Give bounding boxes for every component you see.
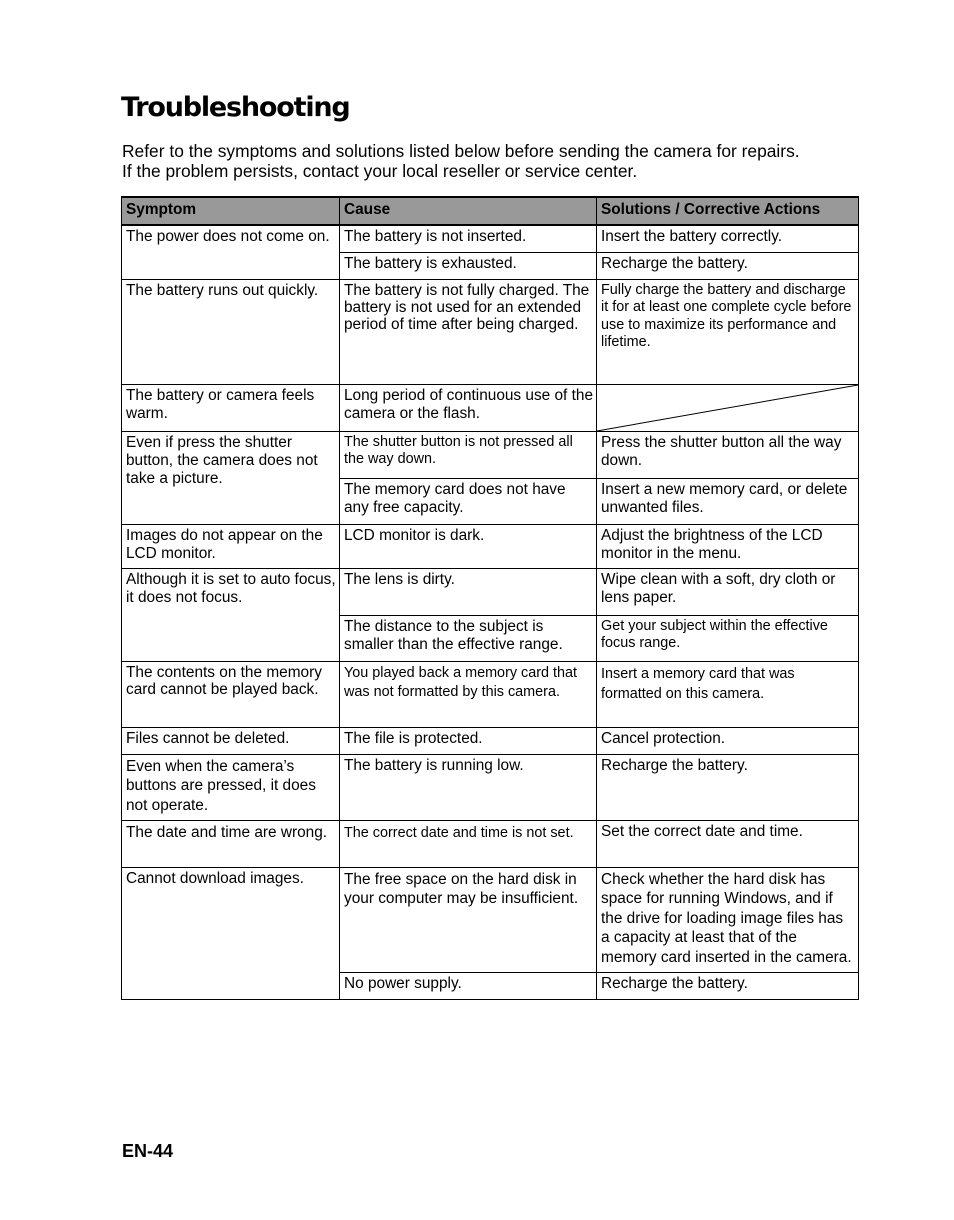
- symptom-cell: Although it is set to auto focus, it does not focus.: [122, 568, 340, 661]
- table-row: [122, 820, 859, 867]
- cause-cell: Long period of continuous use of the camera or the flash.: [340, 384, 597, 431]
- symptom-cell: Files cannot be deleted.: [122, 727, 340, 754]
- table-row: [122, 431, 859, 478]
- solution-cell: Fully charge the battery and discharge it for at least one complete cycle before use to maximize its performance and lifetime.: [597, 279, 859, 384]
- solution-cell: Insert the battery correctly.: [597, 225, 859, 252]
- solution-cell: Adjust the brightness of the LCD monitor in the menu.: [597, 524, 859, 568]
- symptom-cell: The contents on the memory card cannot be played back.: [122, 661, 340, 727]
- header-symptom: Symptom: [122, 197, 340, 225]
- cause-cell: The shutter button is not pressed all the way down.: [340, 431, 597, 478]
- troubleshooting-table: [121, 196, 859, 1000]
- symptom-cell: Even when the camera’s buttons are pressed, it does not operate.: [122, 754, 340, 820]
- solution-cell: Insert a new memory card, or delete unwanted files.: [597, 478, 859, 524]
- solution-cell: Recharge the battery.: [597, 754, 859, 820]
- table-row: [122, 727, 859, 754]
- cause-cell: The memory card does not have any free capacity.: [340, 478, 597, 524]
- cause-cell: The lens is dirty.: [340, 568, 597, 615]
- solution-cell: Set the correct date and time.: [597, 820, 859, 867]
- page-title: Troubleshooting: [121, 92, 350, 123]
- cause-cell: No power supply.: [340, 972, 597, 999]
- header-cause: Cause: [340, 197, 597, 225]
- page-number: EN-44: [122, 1141, 174, 1161]
- cause-cell: The distance to the subject is smaller than the effective range.: [340, 615, 597, 661]
- intro-line-2: If the problem persists, contact your local reseller or service center.: [122, 160, 638, 181]
- cause-cell: The battery is not inserted.: [340, 225, 597, 252]
- header-solution: Solutions / Corrective Actions: [597, 197, 859, 225]
- solution-cell: Insert a memory card that was formatted on this camera.: [597, 661, 859, 727]
- cause-cell: You played back a memory card that was not formatted by this camera.: [340, 661, 597, 727]
- solution-cell: Get your subject within the effective focus range.: [597, 615, 859, 661]
- cause-cell: The battery is exhausted.: [340, 252, 597, 279]
- table-row: [122, 225, 859, 252]
- cause-cell: The battery is not fully charged. The battery is not used for an extended period of time after being charged.: [340, 279, 597, 384]
- symptom-cell: The battery runs out quickly.: [122, 279, 340, 384]
- symptom-cell: Even if press the shutter button, the camera does not take a picture.: [122, 431, 340, 524]
- symptom-cell: Images do not appear on the LCD monitor.: [122, 524, 340, 568]
- symptom-cell: The battery or camera feels warm.: [122, 384, 340, 431]
- table-row: [122, 754, 859, 820]
- solution-cell: Check whether the hard disk has space for running Windows, and if the drive for loading image files has a capacity at least that of the memory card inserted in the camera.: [597, 867, 859, 972]
- table-row: [122, 279, 859, 384]
- symptom-cell: Cannot download images.: [122, 867, 340, 999]
- solution-cell: Wipe clean with a soft, dry cloth or lens paper.: [597, 568, 859, 615]
- cause-cell: LCD monitor is dark.: [340, 524, 597, 568]
- cause-cell: The free space on the hard disk in your computer may be insufficient.: [340, 867, 597, 972]
- table-row: [122, 867, 859, 972]
- cause-cell: The battery is running low.: [340, 754, 597, 820]
- table-row: [122, 384, 859, 431]
- solution-cell: Recharge the battery.: [597, 252, 859, 279]
- symptom-cell: The power does not come on.: [122, 225, 340, 279]
- symptom-cell: The date and time are wrong.: [122, 820, 340, 867]
- cause-cell: The file is protected.: [340, 727, 597, 754]
- table-row: [122, 661, 859, 727]
- empty-solution-cell: [597, 384, 859, 431]
- cause-cell: The correct date and time is not set.: [340, 820, 597, 867]
- intro-line-1: Refer to the symptoms and solutions listed below before sending the camera for repairs.: [122, 141, 800, 161]
- intro-text: [122, 142, 882, 181]
- solution-cell: Recharge the battery.: [597, 972, 859, 999]
- table-row: [122, 524, 859, 568]
- diagonal-line: [597, 385, 858, 431]
- table-header-row: [122, 197, 859, 225]
- table-row: [122, 568, 859, 615]
- solution-cell: Cancel protection.: [597, 727, 859, 754]
- solution-cell: Press the shutter button all the way down.: [597, 431, 859, 478]
